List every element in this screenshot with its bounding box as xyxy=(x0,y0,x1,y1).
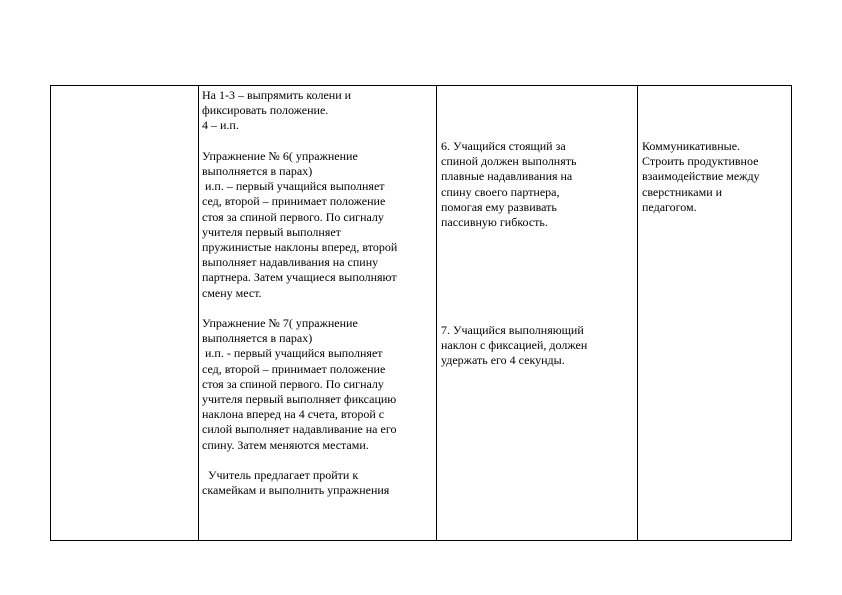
action-6-line: плавные надавливания на xyxy=(441,169,573,184)
exercise-6-line: партнера. Затем учащиеся выполняют xyxy=(202,270,397,285)
exercise-6-line: стоя за спиной первого. По сигналу xyxy=(202,209,384,224)
exercise-steps-line: 4 – и.п. xyxy=(202,118,239,133)
action-7-line: удержать его 4 секунды. xyxy=(441,353,565,368)
exercise-7-line: сед, второй – принимает положение xyxy=(202,361,386,376)
teacher-instruction-line: скамейкам и выполнить упражнения xyxy=(202,483,390,498)
column-divider-1 xyxy=(198,85,199,541)
exercise-6-line: Упражнение № 6( упражнение xyxy=(202,148,358,163)
outcome-line: сверстниками и xyxy=(642,184,723,199)
exercise-7-line: стоя за спиной первого. По сигналу xyxy=(202,376,384,391)
exercise-7-line: наклона вперед на 4 счета, второй с xyxy=(202,407,385,422)
student-actions-cell xyxy=(441,139,635,230)
exercise-7-line: спину. Затем меняются местами. xyxy=(202,437,369,452)
action-6-line: спиной должен выполнять xyxy=(441,154,577,169)
exercise-7-line: выполняется в парах) xyxy=(202,331,313,346)
exercise-6-line: и.п. – первый учащийся выполняет xyxy=(202,179,385,194)
exercise-6-line: сед, второй – принимает положение xyxy=(202,194,386,209)
outcome-line: Коммуникативные. xyxy=(642,139,741,153)
action-6-line: помогая ему развивать xyxy=(441,199,557,214)
exercise-steps-line: фиксировать положение. xyxy=(202,103,329,118)
exercise-7-line: силой выполняет надавливание на его xyxy=(202,422,397,437)
exercise-7-line: Упражнение № 7( упражнение xyxy=(202,316,358,331)
exercise-7-line: учителя первый выполняет фиксацию xyxy=(202,392,397,407)
column-divider-3 xyxy=(637,85,638,541)
exercise-description-cell xyxy=(202,88,434,498)
exercise-6-line: смену мест. xyxy=(202,285,262,300)
table-top-border xyxy=(50,85,792,86)
student-actions-cell-7 xyxy=(441,323,635,369)
teacher-instruction-line: Учитель предлагает пройти к xyxy=(202,468,359,483)
action-6-line: 6. Учащийся стоящий за xyxy=(441,139,566,153)
column-divider-2 xyxy=(436,85,437,541)
exercise-6-line: выполняется в парах) xyxy=(202,164,313,178)
outcome-line: Строить продуктивное xyxy=(642,154,759,169)
outcomes-cell xyxy=(642,139,789,215)
action-7-line: 7. Учащийся выполняющий xyxy=(441,323,584,337)
action-6-line: спину своего партнера, xyxy=(441,184,560,199)
exercise-steps-line: На 1-3 – выпрямить колени и xyxy=(202,88,352,102)
table-left-border xyxy=(50,85,51,541)
exercise-7-line: и.п. - первый учащийся выполняет xyxy=(202,346,383,361)
exercise-6-line: пружинистые наклоны вперед, второй xyxy=(202,240,398,255)
table-bottom-border xyxy=(50,540,792,541)
action-7-line: наклон с фиксацией, должен xyxy=(441,338,588,353)
table-right-border xyxy=(791,85,792,541)
exercise-6-line: выполняет надавливания на спину xyxy=(202,255,379,270)
action-6-line: пассивную гибкость. xyxy=(441,215,548,230)
outcome-line: взаимодействие между xyxy=(642,169,760,184)
outcome-line: педагогом. xyxy=(642,199,697,214)
exercise-6-line: учителя первый выполняет xyxy=(202,224,341,239)
